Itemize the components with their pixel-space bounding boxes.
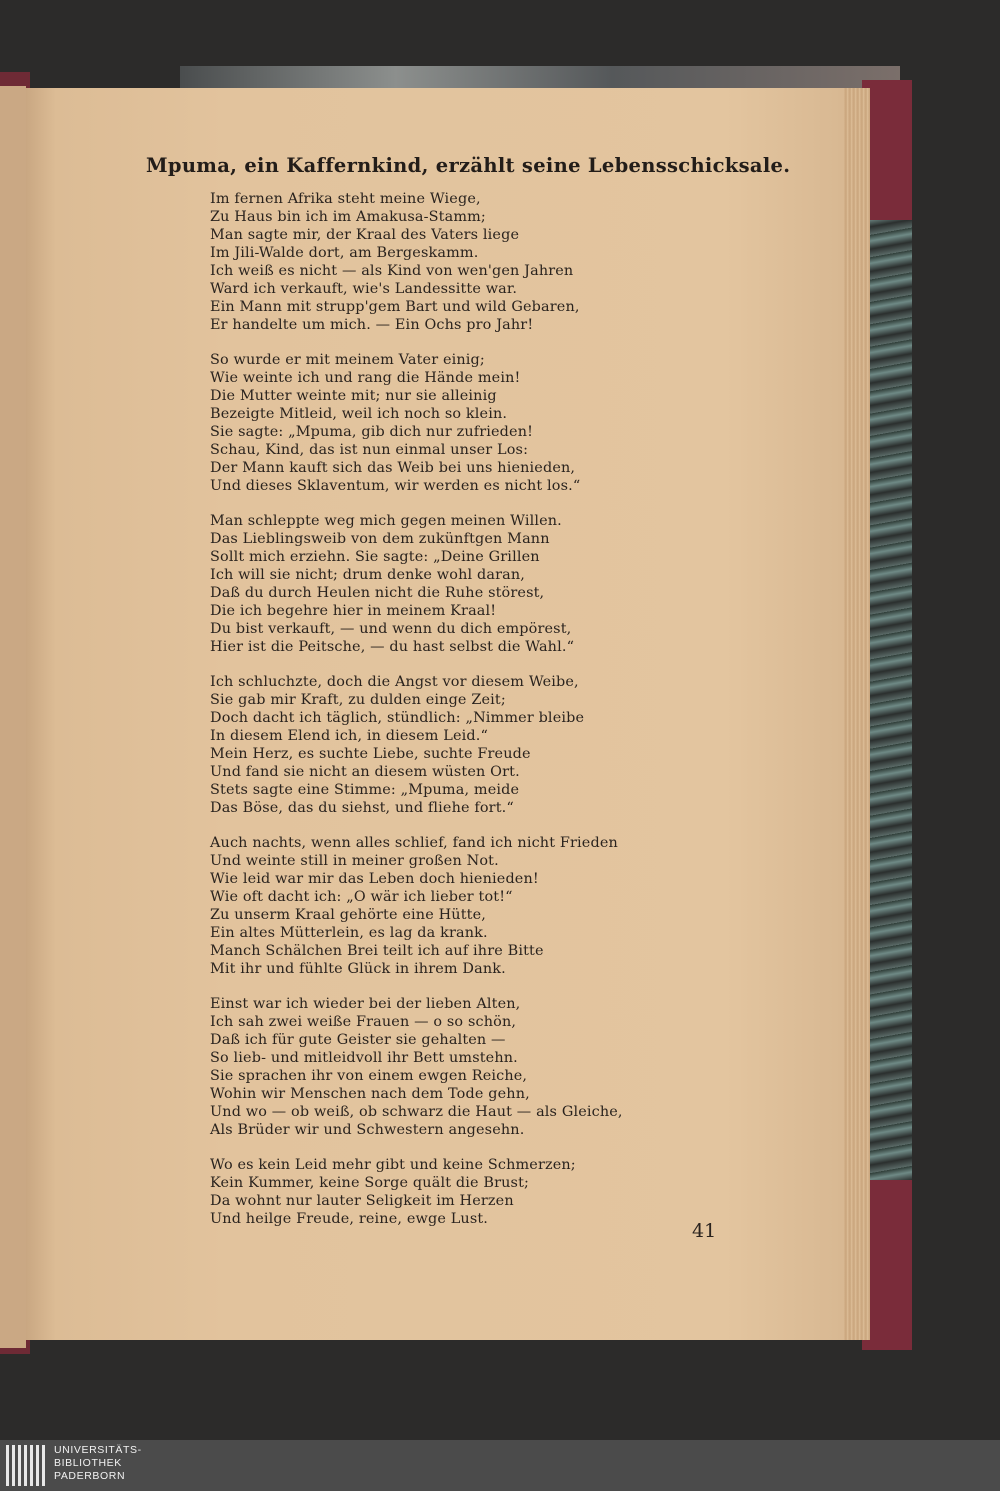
poem-line: Ich weiß es nicht — als Kind von wen'gen Jahren — [210, 263, 574, 279]
poem-line: Ein altes Mütterlein, es lag da krank. — [210, 925, 488, 941]
library-name-line1: UNIVERSITÄTS- — [54, 1444, 142, 1456]
poem-line: Der Mann kauft sich das Weib bei uns hienieden, — [210, 460, 576, 476]
poem-line: Doch dacht ich täglich, stündlich: „Nimmer bleibe — [210, 710, 585, 726]
poem-line: Mit ihr und fühlte Glück in ihrem Dank. — [210, 961, 506, 977]
library-name-line2: BIBLIOTHEK — [54, 1457, 122, 1469]
poem-line: Wie leid war mir das Leben doch hienieden! — [210, 871, 539, 887]
poem-line: Die ich begehre hier in meinem Kraal! — [210, 603, 497, 619]
poem-line: Mein Herz, es suchte Liebe, suchte Freude — [210, 746, 531, 762]
page-number: 41 — [692, 1220, 717, 1242]
library-name — [54, 1444, 142, 1483]
poem-line: Als Brüder wir und Schwestern angesehn. — [210, 1122, 525, 1138]
stanza-1 — [210, 190, 810, 334]
poem-line: Ich will sie nicht; drum denke wohl daran, — [210, 567, 525, 583]
poem-line: Bezeigte Mitleid, weil ich noch so klein. — [210, 406, 508, 422]
poem-line: Wie weinte ich und rang die Hände mein! — [210, 370, 521, 386]
stanza-4 — [210, 673, 810, 817]
poem-line: Ich sah zwei weiße Frauen — o so schön, — [210, 1014, 517, 1030]
poem-line: Und fand sie nicht an diesem wüsten Ort. — [210, 764, 520, 780]
poem-line: Und weinte still in meiner großen Not. — [210, 853, 499, 869]
poem-line: Wo es kein Leid mehr gibt und keine Schmerzen; — [210, 1157, 576, 1173]
stanza-6 — [210, 995, 810, 1139]
poem-line: Zu unserm Kraal gehörte eine Hütte, — [210, 907, 486, 923]
poem-line: Sollt mich erziehn. Sie sagte: „Deine Grillen — [210, 549, 540, 565]
poem-line: Da wohnt nur lauter Seligkeit im Herzen — [210, 1193, 514, 1209]
poem-line: Sie gab mir Kraft, zu dulden einge Zeit; — [210, 692, 506, 708]
poem-line: Man schleppte weg mich gegen meinen Willen. — [210, 513, 562, 529]
poem-line: Das Lieblingsweib von dem zukünftgen Mann — [210, 531, 550, 547]
poem-line: Ich schluchzte, doch die Angst vor diesem Weibe, — [210, 674, 579, 690]
poem-line: Im Jili-Walde dort, am Bergeskamm. — [210, 245, 479, 261]
poem-line: Zu Haus bin ich im Amakusa-Stamm; — [210, 209, 486, 225]
poem-line: Sie sprachen ihr von einem ewgen Reiche, — [210, 1068, 528, 1084]
poem-line: Daß du durch Heulen nicht die Ruhe störest, — [210, 585, 545, 601]
poem-line: Einst war ich wieder bei der lieben Alten, — [210, 996, 521, 1012]
poem-line: Ward ich verkauft, wie's Landessitte war. — [210, 281, 518, 297]
stanza-5 — [210, 834, 810, 978]
library-name-line3: PADERBORN — [54, 1470, 126, 1482]
poem-line: Stets sagte eine Stimme: „Mpuma, meide — [210, 782, 520, 798]
poem-line: Das Böse, das du siehst, und fliehe fort.“ — [210, 800, 514, 816]
poem-title: Mpuma, ein Kaffernkind, erzählt seine Lebensschicksale. — [146, 154, 791, 177]
library-columns-logo-icon — [5, 1443, 47, 1488]
poem-line: Man sagte mir, der Kraal des Vaters liege — [210, 227, 520, 243]
poem-line: Wie oft dacht ich: „O wär ich lieber tot!“ — [210, 889, 513, 905]
poem-body — [210, 190, 810, 1245]
poem-line: So wurde er mit meinem Vater einig; — [210, 352, 485, 368]
stanza-2 — [210, 351, 810, 495]
poem-line: Die Mutter weinte mit; nur sie alleinig — [210, 388, 497, 404]
poem-line: Hier ist die Peitsche, — du hast selbst die Wahl.“ — [210, 639, 575, 655]
poem-line: Auch nachts, wenn alles schlief, fand ich nicht Frieden — [210, 835, 618, 851]
poem-line: Und dieses Sklaventum, wir werden es nicht los.“ — [210, 478, 581, 494]
stanza-3 — [210, 512, 810, 656]
poem-line: Schau, Kind, das ist nun einmal unser Los: — [210, 442, 529, 458]
poem-line: Und heilge Freude, reine, ewge Lust. — [210, 1211, 489, 1227]
poem-line: Du bist verkauft, — und wenn du dich empörest, — [210, 621, 572, 637]
stanza-7 — [210, 1156, 810, 1228]
poem-line: Kein Kummer, keine Sorge quält die Brust; — [210, 1175, 529, 1191]
poem-line: In diesem Elend ich, in diesem Leid.“ — [210, 728, 489, 744]
poem-line: So lieb- und mitleidvoll ihr Bett umstehn. — [210, 1050, 518, 1066]
footer-bar — [0, 1440, 1000, 1491]
previous-page-edge — [0, 86, 26, 1348]
poem-line: Er handelte um mich. — Ein Ochs pro Jahr! — [210, 317, 534, 333]
poem-line: Daß ich für gute Geister sie gehalten — — [210, 1032, 506, 1048]
poem-line: Ein Mann mit strupp'gem Bart und wild Gebaren, — [210, 299, 580, 315]
page-edges — [840, 88, 870, 1340]
poem-line: Und wo — ob weiß, ob schwarz die Haut — als Gleiche, — [210, 1104, 623, 1120]
poem-line: Manch Schälchen Brei teilt ich auf ihre Bitte — [210, 943, 544, 959]
poem-line: Sie sagte: „Mpuma, gib dich nur zufrieden! — [210, 424, 534, 440]
poem-line: Wohin wir Menschen nach dem Tode gehn, — [210, 1086, 530, 1102]
poem-line: Im fernen Afrika steht meine Wiege, — [210, 191, 481, 207]
